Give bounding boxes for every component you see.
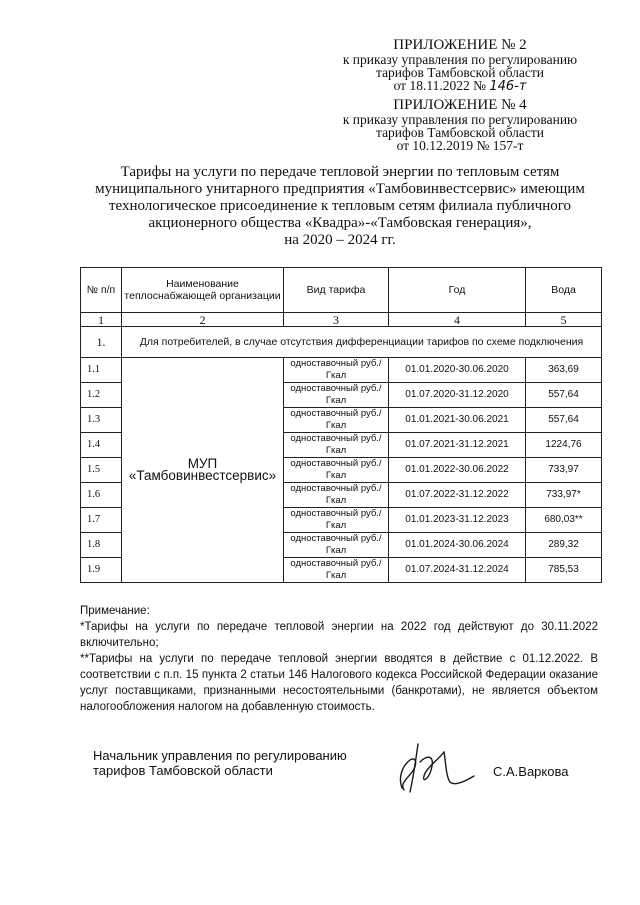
tariff-type: одноставочный руб./Гкал: [284, 383, 389, 408]
row-number: 1.3: [81, 408, 122, 433]
tariff-period: 01.01.2021-30.06.2021: [389, 408, 526, 433]
notes-heading: Примечание:: [80, 605, 150, 617]
column-number-row: [81, 313, 602, 327]
appendix-order-line: тарифов Тамбовской области: [376, 125, 544, 140]
water-tariff-value: 557,64: [526, 383, 602, 408]
signatory-position-line: Начальник управления по регулированию: [93, 748, 347, 763]
tariff-period: 01.01.2022-30.06.2022: [389, 458, 526, 483]
water-tariff-value: 733,97: [526, 458, 602, 483]
column-number: 3: [284, 313, 389, 327]
appendix-header-previous: [300, 97, 620, 152]
handwritten-signature: [388, 738, 484, 796]
water-tariff-value: 1224,76: [526, 433, 602, 458]
water-tariff-value: 785,53: [526, 558, 602, 583]
table-row: [81, 358, 602, 383]
tariff-type: одноставочный руб./Гкал: [284, 408, 389, 433]
tariff-period: 01.07.2022-31.12.2022: [389, 483, 526, 508]
appendix-title: ПРИЛОЖЕНИЕ № 4: [393, 97, 527, 113]
appendix-order-line: к приказу управления по регулированию: [342, 52, 578, 67]
title-line: на 2020 – 2024 гг.: [284, 232, 396, 248]
column-number: 2: [122, 313, 284, 327]
tariff-type: одноставочный руб./Гкал: [284, 358, 389, 383]
water-tariff-value: 289,32: [526, 533, 602, 558]
title-line: акционерного общества «Квадра»-«Тамбовская генерация»,: [148, 215, 532, 231]
appendix-order-line: к приказу управления по регулированию: [342, 112, 578, 127]
water-tariff-value: 557,64: [526, 408, 602, 433]
signatory-name: С.А.Варкова: [493, 764, 569, 779]
tariff-period: 01.07.2024-31.12.2024: [389, 558, 526, 583]
column-number: 1: [81, 313, 122, 327]
tariff-period: 01.07.2020-31.12.2020: [389, 383, 526, 408]
organization-name: МУП «Тамбовинвестсервис»: [122, 358, 284, 583]
appendix-date-line: от 10.12.2019 № 157-т: [396, 138, 524, 153]
appendix-header-current: [300, 37, 620, 93]
row-number: 1.4: [81, 433, 122, 458]
title-line: Тарифы на услуги по передаче тепловой энергии по тепловым сетям: [120, 164, 560, 180]
tariff-type: одноставочный руб./Гкал: [284, 508, 389, 533]
handwritten-order-number: 146-т: [489, 79, 527, 94]
notes-section: [80, 603, 598, 715]
row-number: 1.6: [81, 483, 122, 508]
tariff-period: 01.01.2023-31.12.2023: [389, 508, 526, 533]
row-number: 1.2: [81, 383, 122, 408]
water-tariff-value: 363,69: [526, 358, 602, 383]
tariff-period: 01.01.2020-30.06.2020: [389, 358, 526, 383]
row-number: 1.5: [81, 458, 122, 483]
header-organization: Наименование теплоснабжающей организации: [122, 268, 284, 313]
group-label: Для потребителей, в случае отсутствия дифференциации тарифов по схеме подключения: [122, 327, 602, 358]
footnote-single-asterisk: *Тарифы на услуги по передаче тепловой энергии на 2022 год действуют до 30.11.2022 включительно;: [80, 621, 598, 649]
tariff-type: одноставочный руб./Гкал: [284, 458, 389, 483]
header-tariff-type: Вид тарифа: [284, 268, 389, 313]
water-tariff-value: 680,03**: [526, 508, 602, 533]
water-tariff-value: 733,97*: [526, 483, 602, 508]
column-number: 4: [389, 313, 526, 327]
appendix-date-line: [300, 79, 620, 93]
tariff-table: [80, 267, 602, 583]
footnote-double-asterisk: **Тарифы на услуги по передаче тепловой энергии вводятся в действие с 01.12.2022. В соответствии с п.п. 15 пункта 2 статьи 146 Налогового кодекса Российской Федерации оказание услуг поставщиками, признанными несостоятельными (банкротами), не является объектом налогообложения налогом на добавленную стоимость.: [80, 653, 598, 713]
row-number: 1.8: [81, 533, 122, 558]
group-number: 1.: [81, 327, 122, 358]
table-header-row: [81, 268, 602, 313]
header-year: Год: [389, 268, 526, 313]
title-line: муниципального унитарного предприятия «Тамбовинвестсервис» имеющим: [95, 181, 585, 197]
row-number: 1.9: [81, 558, 122, 583]
tariff-type: одноставочный руб./Гкал: [284, 558, 389, 583]
appendix-order-line: тарифов Тамбовской области: [376, 65, 544, 80]
header-num: № п/п: [81, 268, 122, 313]
tariff-type: одноставочный руб./Гкал: [284, 533, 389, 558]
appendix-date: от 18.11.2022 №: [393, 78, 490, 93]
tariff-type: одноставочный руб./Гкал: [284, 483, 389, 508]
tariff-period: 01.07.2021-31.12.2021: [389, 433, 526, 458]
signatory-position: [93, 748, 347, 778]
appendix-title: ПРИЛОЖЕНИЕ № 2: [393, 37, 527, 53]
signatory-position-line: тарифов Тамбовской области: [93, 763, 273, 778]
header-water: Вода: [526, 268, 602, 313]
column-number: 5: [526, 313, 602, 327]
document-title: [80, 164, 600, 249]
row-number: 1.1: [81, 358, 122, 383]
tariff-period: 01.01.2024-30.06.2024: [389, 533, 526, 558]
title-line: технологическое присоединение к тепловым сетям филиала публичного: [108, 198, 572, 214]
group-row: [81, 327, 602, 358]
tariff-type: одноставочный руб./Гкал: [284, 433, 389, 458]
row-number: 1.7: [81, 508, 122, 533]
